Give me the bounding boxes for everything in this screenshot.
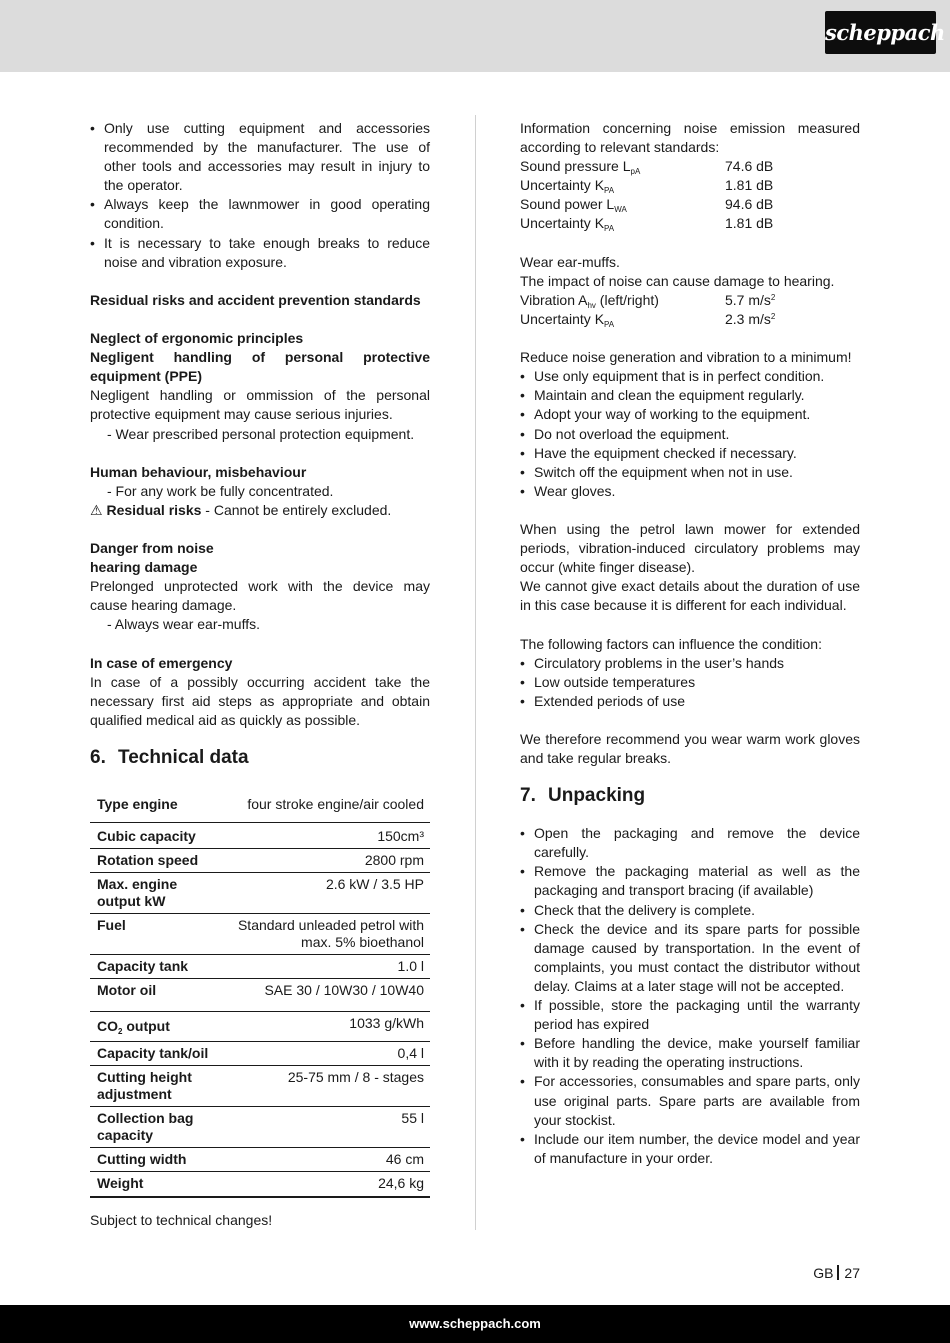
list-item: • Low outside temperatures: [520, 673, 860, 692]
table-label: Max. engine output kW: [90, 873, 223, 914]
noise-heading: Danger from noise: [90, 540, 214, 557]
noise-text: Prelonged unprotected work with the device may cause hearing damage.: [90, 578, 430, 614]
list-item: • Use only equipment that is in perfect condition.: [520, 367, 860, 386]
table-value: four stroke engine/air cooled: [223, 790, 430, 823]
list-item: • Before handling the device, make yourself familiar with it by reading the operating instructions.: [520, 1034, 860, 1072]
list-item: • For accessories, consumables and spare parts, only use original parts. Spare parts are available from your stockist.: [520, 1072, 860, 1129]
table-row: [90, 955, 430, 979]
list-item: • Wear gloves.: [520, 482, 860, 501]
vibration-row: Uncertainty $K_{PA}$ 2.3 $m/s^2$: [520, 310, 776, 329]
measure-row: Uncertainty $K_{PA}$ 1.81 dB: [520, 177, 774, 196]
right-column: [520, 119, 860, 1168]
table-label: $CO_2$ output: [90, 1012, 223, 1042]
impact-text: The impact of noise can cause damage to hearing.: [520, 272, 835, 289]
residual-risks-heading: Residual risks and accident prevention standards: [90, 291, 421, 308]
factors-intro: The following factors can influence the condition:: [520, 635, 822, 652]
petrol-text: When using the petrol lawn mower for extended periods, vibration-induced circulatory problems may occur (white finger disease).: [520, 520, 860, 576]
list-item: • Have the equipment checked if necessary.: [520, 444, 860, 463]
unpacking-list: [520, 824, 860, 1168]
measure-row: Uncertainty $K_{PA}$ 1.81 dB: [520, 215, 774, 234]
table-row: [90, 790, 430, 823]
emergency-text: In case of a possibly occurring accident take the necessary first aid steps as appropriate and obtain qualified medical aid as quickly as possible.: [90, 673, 430, 728]
list-item: • Include our item number, the device model and year of manufacture in your order.: [520, 1130, 860, 1168]
list-item: • Adopt your way of working to the equipment.: [520, 405, 860, 424]
table-row: [90, 914, 430, 955]
list-item: • Circulatory problems in the user’s hands: [520, 654, 860, 673]
table-value: 1.0 l: [223, 955, 430, 979]
measure-value: 74.6 dB: [725, 158, 774, 175]
page-number: [760, 1264, 860, 1283]
behaviour-heading: Human behaviour, misbehaviour: [90, 463, 307, 480]
column-divider: [475, 115, 476, 1230]
technical-data-table: [90, 790, 430, 1198]
table-label: Capacity tank/oil: [90, 1042, 223, 1066]
reduce-text: Reduce noise generation and vibration to a minimum!: [520, 349, 852, 366]
residual-risks-line: [90, 501, 430, 520]
measure-row: Sound pressure $L_{pA}$ 74.6 dB: [520, 158, 774, 177]
table-label: Rotation speed: [90, 849, 223, 873]
measure-value: 1.81 dB: [725, 177, 774, 194]
list-item: • Only use cutting equipment and accessories recommended by the manufacturer. The use of other tools and accessories may result in injury to the operator.: [90, 119, 430, 195]
list-item: • Check the device and its spare parts for possible damage caused by transportation. In the event of complaints, you must contact the distributor without delay. Claims at a later stage will not be accepted.: [520, 920, 860, 996]
recommend-text: We therefore recommend you wear warm work gloves and take regular breaks.: [520, 731, 860, 767]
vibration-value: 5.7 $m/s^2$: [725, 291, 776, 308]
table-label: Cutting height adjustment: [90, 1066, 223, 1107]
language-code: GB: [813, 1265, 834, 1281]
left-column: [90, 119, 430, 1198]
table-row: [90, 873, 430, 914]
unpacking-heading: [520, 784, 860, 808]
list-item: • Open the packaging and remove the device carefully.: [520, 824, 860, 862]
page-number-value: 27: [844, 1265, 860, 1281]
table-row: [90, 849, 430, 873]
noise-intro: Information concerning noise emission measured according to relevant standards:: [520, 120, 860, 156]
table-row: [90, 1148, 430, 1172]
noise-item: - Always wear ear-muffs.: [107, 616, 261, 633]
scheppach-logo: scheppach: [825, 11, 936, 54]
table-label: Fuel: [90, 914, 223, 955]
table-value: 2800 rpm: [223, 849, 430, 873]
list-item: • Always keep the lawnmower in good operating condition.: [90, 195, 430, 233]
safety-bullet-list: [90, 119, 430, 272]
vibration-value: 2.3 $m/s^2$: [725, 310, 776, 327]
table-value: 24,6 kg: [223, 1172, 430, 1198]
table-label: Type engine: [90, 790, 223, 823]
vibration-row: Vibration $A_{hv}$ (left/right) 5.7 $m/s^2$: [520, 291, 776, 310]
section-title: Technical data: [118, 747, 249, 768]
table-label: Capacity tank: [90, 955, 223, 979]
table-row: [90, 1012, 430, 1042]
table-label: Motor oil: [90, 979, 223, 1012]
behaviour-item: - For any work be fully concentrated.: [107, 482, 334, 499]
ppe-heading: Negligent handling of personal protective equipment (PPE): [90, 349, 430, 385]
table-value: 25-75 mm / 8 - stages: [223, 1066, 430, 1107]
warning-triangle-icon: ⚠: [90, 501, 103, 518]
ppe-item: - Wear prescribed personal protection equipment.: [107, 425, 415, 442]
list-item: • Switch off the equipment when not in use.: [520, 463, 860, 482]
website-url: www.scheppach.com: [409, 1316, 541, 1331]
emergency-heading: In case of emergency: [90, 654, 233, 671]
table-value: 150cm³: [223, 823, 430, 849]
section-title: Unpacking: [548, 785, 646, 807]
table-value: 0,4 l: [223, 1042, 430, 1066]
table-row: [90, 1172, 430, 1198]
list-item: • Extended periods of use: [520, 692, 860, 711]
footer-bar: [0, 1305, 950, 1343]
table-label: Weight: [90, 1172, 223, 1198]
reduce-list: [520, 367, 860, 501]
residual-risks-text: - Cannot be entirely excluded.: [201, 501, 392, 518]
ergonomic-heading: Neglect of ergonomic principles: [90, 330, 304, 347]
subject-to-change-note: Subject to technical changes!: [90, 1212, 273, 1228]
ppe-text: Negligent handling or ommission of the personal protective equipment may cause serious injuries.: [90, 387, 430, 423]
duration-text: We cannot give exact details about the duration of use in this case because it is different for each individual.: [520, 578, 860, 614]
list-item: • It is necessary to take enough breaks to reduce noise and vibration exposure.: [90, 234, 430, 272]
residual-risks-label: Residual risks: [106, 501, 202, 518]
table-row: [90, 823, 430, 849]
list-item: • Do not overload the equipment.: [520, 425, 860, 444]
header-bar: [0, 0, 950, 72]
table-value: 46 cm: [223, 1148, 430, 1172]
section-number: 6.: [90, 747, 106, 768]
list-item: • Remove the packaging material as well as the packaging and transport bracing (if available): [520, 862, 860, 900]
list-item: • Maintain and clean the equipment regularly.: [520, 386, 860, 405]
hearing-heading: hearing damage: [90, 559, 198, 576]
list-item: • If possible, store the packaging until the warranty period has expired: [520, 996, 860, 1034]
table-value: 1033 g/kWh: [223, 1012, 430, 1042]
table-row: [90, 1066, 430, 1107]
section-number: 7.: [520, 785, 536, 807]
table-row: [90, 1107, 430, 1148]
measure-row: Sound power $L_{WA}$ 94.6 dB: [520, 196, 774, 215]
table-label: Cutting width: [90, 1148, 223, 1172]
table-row: [90, 979, 430, 1012]
list-item: • Check that the delivery is complete.: [520, 901, 860, 920]
table-value: 2.6 kW / 3.5 HP: [223, 873, 430, 914]
technical-data-heading: [90, 746, 430, 770]
page-number-separator: [837, 1265, 839, 1280]
table-value: 55 l: [223, 1107, 430, 1148]
table-label: Cubic capacity: [90, 823, 223, 849]
table-row: [90, 1042, 430, 1066]
earmuffs-text: Wear ear-muffs.: [520, 253, 620, 270]
measure-value: 1.81 dB: [725, 215, 774, 232]
table-value: Standard unleaded petrol with max. 5% bioethanol: [223, 914, 430, 955]
factors-list: [520, 654, 860, 711]
table-value: SAE 30 / 10W30 / 10W40: [223, 979, 430, 1012]
table-label: Collection bag capacity: [90, 1107, 223, 1148]
measure-value: 94.6 dB: [725, 196, 774, 213]
